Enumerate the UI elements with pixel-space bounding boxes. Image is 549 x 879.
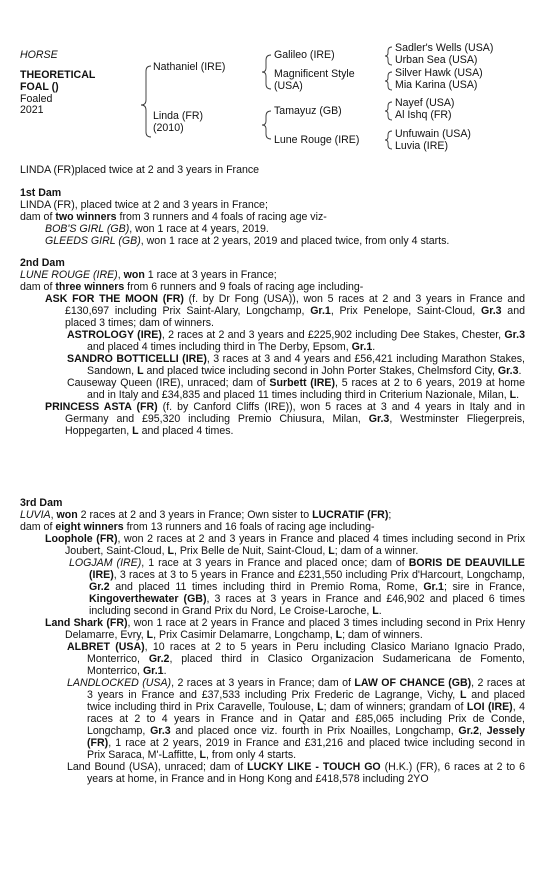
progeny-ask-for-the-moon: ASK FOR THE MOON (FR) (f. by Dr Fong (USA)), won 5 races at 2 and 3 years in France and £130,697 including Prix Saint-Alary, Longchamp, Gr.1, Prix Penelope, Saint-Cloud, Gr.3 and placed 3 times; dam of winners. (45, 293, 526, 329)
second-dam-line: LUNE ROUGE (IRE), won 1 race at 3 years in France; (20, 269, 277, 281)
sire-name: Nathaniel (IRE) (153, 61, 226, 73)
foal-name-line2: FOAL () (20, 81, 59, 93)
foaled-label: Foaled (20, 93, 53, 105)
progeny-landlocked: LANDLOCKED (USA), 2 races at 3 years in France; dam of LAW OF CHANCE (GB), 2 races at 3 years in France and £37,533 including Prix Frederic de Lagrange, Vichy, L and placed twice including third in Prix Caravelle, Toulouse, L; dam of winners; grandam of LOI (IRE), 4 races at 2 to 4 years in France and in Qatar and £85,065 including Prix de Conde, Longchamp, Gr.3 and placed once viz. fourth in Prix Noailles, Longchamp, Gr.2, Jessely (FR), 1 race at 2 years, 2019 in France and £31,216 and placed twice including second in Prix Saraca, M'-Laffitte, L, from only 4 starts. (67, 677, 525, 761)
summary-line: LINDA (FR)placed twice at 2 and 3 years in France (20, 164, 260, 176)
dam-year: (2010) (153, 122, 184, 134)
first-dam-section (20, 187, 525, 247)
progeny-gleeds-girl: GLEEDS GIRL (GB), won 1 race at 2 years, 2019 and placed twice, from only 4 starts. (45, 235, 450, 247)
ancestor-8: Luvia (IRE) (395, 140, 448, 152)
ancestor-4: Mia Karina (USA) (395, 79, 478, 91)
pedigree-table (0, 0, 549, 160)
ancestor-6: Al Ishq (FR) (395, 109, 452, 121)
first-dam-produce-summary: dam of two winners from 3 runners and 4 foals of racing age viz- (20, 211, 327, 223)
ancestor-5: Nayef (USA) (395, 97, 455, 109)
first-dam-line: LINDA (FR), placed twice at 2 and 3 years in France; (20, 199, 268, 211)
first-dam-heading: 1st Dam (20, 187, 62, 199)
sire-dam-line2: (USA) (274, 80, 303, 92)
second-dam-section (20, 257, 525, 437)
progeny-astrology: ASTROLOGY (IRE), 2 races at 2 and 3 years and £225,902 including Dee Stakes, Chester, Gr.3 and placed 4 times including third in The Derby, Epsom, Gr.1. (67, 329, 525, 353)
dam-summary (20, 164, 525, 176)
ancestor-1: Sadler's Wells (USA) (395, 42, 494, 54)
foal-name-line1: THEORETICAL (20, 69, 96, 81)
progeny-causeway-queen: Causeway Queen (IRE), unraced; dam of Surbett (IRE), 5 races at 2 to 6 years, 2019 at home and in Italy and £34,835 and placed 11 times including third in Criterium Nazionale, Milan, L. (67, 377, 525, 401)
ancestor-7: Unfuwain (USA) (395, 128, 471, 140)
sire-sire: Galileo (IRE) (274, 49, 335, 61)
progeny-princess-asta: PRINCESS ASTA (FR) (f. by Canford Cliffs (IRE)), won 5 races at 3 and 4 years in Italy and in Germany and £95,320 including Premio Chiusura, Milan, Gr.3, Westminster Fliegerpreis, Hoppegarten, L and placed 4 times. (45, 401, 525, 437)
third-dam-produce-summary: dam of eight winners from 13 runners and 16 foals of racing age including- (20, 521, 375, 533)
second-dam-heading: 2nd Dam (20, 257, 65, 269)
sire-dam-line1: Magnificent Style (274, 68, 355, 80)
progeny-sandro-botticelli: SANDRO BOTTICELLI (IRE), 3 races at 3 and 4 years and £56,421 including Marathon Stakes, Sandown, L and placed twice including second in John Porter Stakes, Chelmsford City, Gr.3. (67, 353, 525, 377)
progeny-logjam: LOGJAM (IRE), 1 race at 3 years in France and placed once; dam of BORIS DE DEAUVILLE (IRE), 3 races at 3 to 5 years in France and £231,550 including Prix d'Harcourt, Longchamp, Gr.2 and placed 11 times including third in Premio Roma, Rome, Gr.1; sire in France, Kingoverthewater (GB), 3 races at 3 years in France and £46,902 and placed 6 times including second in Grand Prix du Nord, Le Croise-Laroche, L. (69, 557, 526, 617)
horse-label: HORSE (20, 49, 58, 61)
dam-name: Linda (FR) (153, 110, 204, 122)
progeny-albret: ALBRET (USA), 10 races at 2 to 5 years in Peru including Clasico Mariano Ignacio Prado, Monterrico, Gr.2, placed third in Clasico Organizacion Sudamericana de Fomento, Monterrico, Gr.1. (67, 641, 525, 677)
foaled-year: 2021 (20, 104, 44, 116)
dam-dam: Lune Rouge (IRE) (274, 134, 360, 146)
progeny-land-shark: Land Shark (FR), won 1 race at 2 years in France and placed 3 times including second in Prix Henry Delamarre, Evry, L, Prix Casimir Delamarre, Longchamp, L; dam of winners. (45, 617, 525, 641)
ancestor-3: Silver Hawk (USA) (395, 67, 483, 79)
third-dam-section (20, 497, 525, 785)
progeny-bobs-girl: BOB'S GIRL (GB), won 1 race at 4 years, 2019. (45, 223, 269, 235)
dam-sire: Tamayuz (GB) (274, 105, 342, 117)
third-dam-heading: 3rd Dam (20, 497, 63, 509)
progeny-land-bound: Land Bound (USA), unraced; dam of LUCKY LIKE - TOUCH GO (H.K.) (FR), 6 races at 2 to 6 years at home, in France and in Hong Kong and £418,578 including 2YO (67, 761, 526, 785)
second-dam-produce-summary: dam of three winners from 6 runners and 9 foals of racing age including- (20, 281, 364, 293)
third-dam-line: LUVIA, won 2 races at 2 and 3 years in France; Own sister to LUCRATIF (FR); (20, 509, 392, 521)
ancestor-2: Urban Sea (USA) (395, 54, 478, 66)
progeny-loophole: Loophole (FR), won 2 races at 2 and 3 years in France and placed 4 times including second in Prix Joubert, Saint-Cloud, L, Prix Belle de Nuit, Saint-Cloud, L; dam of a winner. (45, 533, 525, 557)
